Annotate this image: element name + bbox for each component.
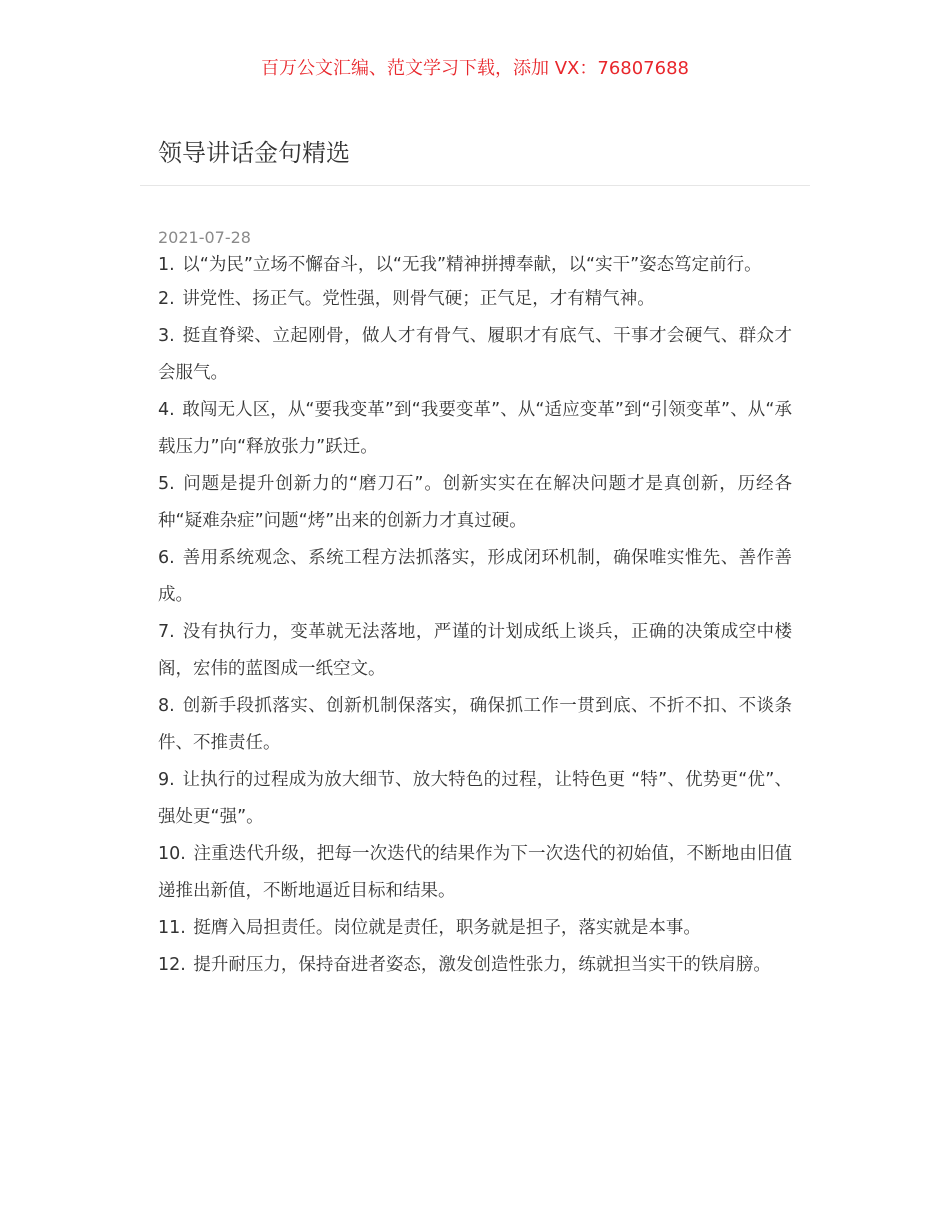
item-number: 1. <box>158 255 175 275</box>
item-text: 挺膺入局担责任。岗位就是责任，职务就是担子，落实就是本事。 <box>193 918 701 938</box>
list-item <box>158 281 792 318</box>
list-item <box>158 836 792 910</box>
list-item <box>158 762 792 836</box>
item-number: 5. <box>158 474 175 494</box>
item-number: 6. <box>158 548 175 568</box>
list-item <box>158 910 792 947</box>
item-number: 4. <box>158 400 175 420</box>
list-item <box>158 540 792 614</box>
item-text: 以“为民”立场不懈奋斗，以“无我”精神拼搏奉献，以“实干”姿态笃定前行。 <box>182 255 762 275</box>
item-text: 善用系统观念、系统工程方法抓落实，形成闭环机制，确保唯实惟先、善作善成。 <box>158 548 792 605</box>
item-number: 7. <box>158 622 175 642</box>
item-text: 没有执行力，变革就无法落地，严谨的计划成纸上谈兵，正确的决策成空中楼阁，宏伟的蓝图成一纸空文。 <box>158 622 792 679</box>
publish-date: 2021-07-28 <box>158 228 251 247</box>
list-item <box>158 614 792 688</box>
item-text: 提升耐压力，保持奋进者姿态，激发创造性张力，练就担当实干的铁肩膀。 <box>193 955 771 975</box>
article-content <box>140 186 810 984</box>
watermark-banner: 百万公文汇编、范文学习下载，添加 VX：76807688 <box>261 58 689 79</box>
item-number: 8. <box>158 696 175 716</box>
item-text: 注重迭代升级，把每一次迭代的结果作为下一次迭代的初始值，不断地由旧值递推出新值，不断地逼近目标和结果。 <box>158 844 792 901</box>
item-number: 2. <box>158 289 175 309</box>
item-text: 创新手段抓落实、创新机制保落实，确保抓工作一贯到底、不折不扣、不谈条件、不推责任。 <box>158 696 792 753</box>
list-item <box>158 392 792 466</box>
page-title: 领导讲话金句精选 <box>140 135 810 186</box>
item-number: 11. <box>158 918 186 938</box>
item-number: 12. <box>158 955 186 975</box>
item-text: 敢闯无人区，从“要我变革”到“我要变革”、从“适应变革”到“引领变革”、从“承载压力”向“释放张力”跃迁。 <box>158 400 792 457</box>
list-item <box>158 318 792 392</box>
list-item <box>158 947 792 984</box>
item-text: 讲党性、扬正气。党性强，则骨气硬；正气足，才有精气神。 <box>182 289 655 309</box>
item-number: 10. <box>158 844 186 864</box>
item-text: 问题是提升创新力的“磨刀石”。创新实实在在解决问题才是真创新，历经各种“疑难杂症”问题“烤”出来的创新力才真过硬。 <box>158 474 792 531</box>
quote-list <box>158 250 792 984</box>
article <box>140 135 810 984</box>
item-number: 9. <box>158 770 175 790</box>
item-text: 让执行的过程成为放大细节、放大特色的过程，让特色更 “特”、优势更“优”、强处更“强”。 <box>158 770 792 827</box>
list-item <box>158 688 792 762</box>
list-item <box>158 466 792 540</box>
list-item <box>158 250 792 281</box>
item-number: 3. <box>158 326 175 346</box>
item-text: 挺直脊梁、立起刚骨，做人才有骨气、履职才有底气、干事才会硬气、群众才会服气。 <box>158 326 792 383</box>
